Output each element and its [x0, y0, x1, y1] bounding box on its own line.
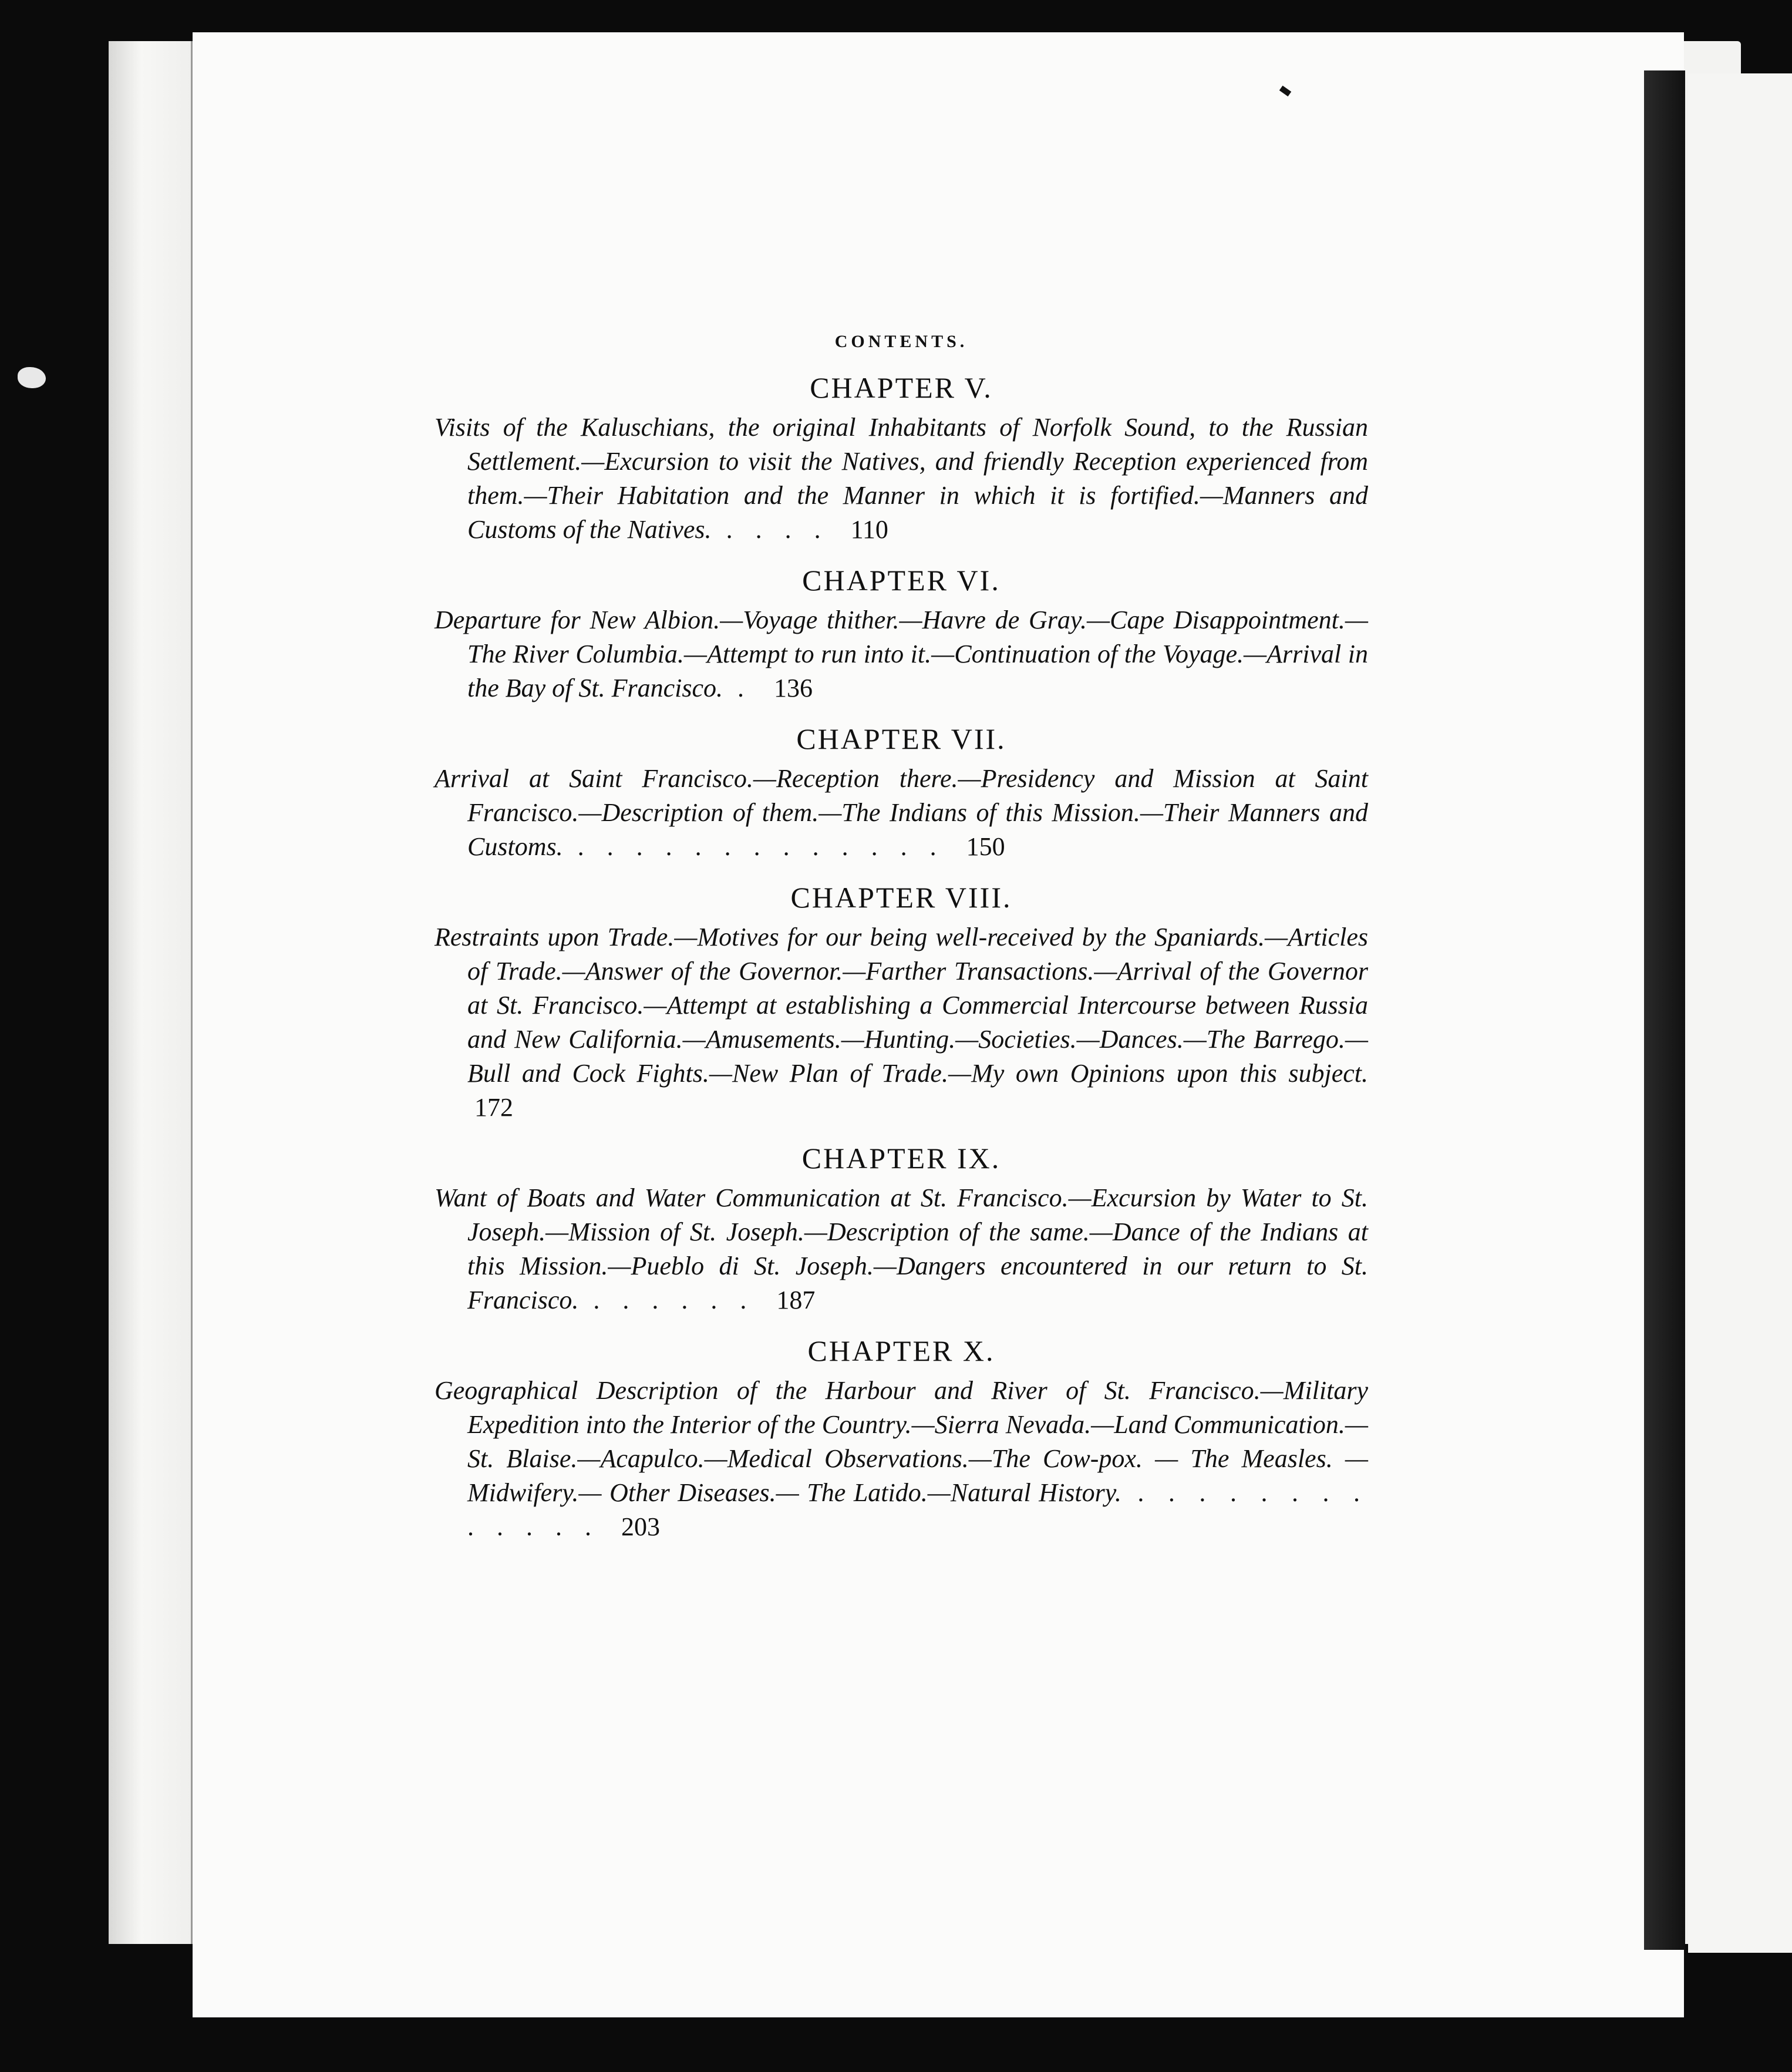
chapter-summary — [434, 1374, 1368, 1544]
dot-leader: . . . . . . . . . . . . . — [562, 832, 959, 861]
chapter-summary-text: Geographical Description of the Harbour and River of St. Francisco.—Military Expedition into the Interior of the Country.—Sierra Nevada.—Land Communication.—St. Blaise.—Acapulco.—Medical Observations.—The Cow-pox. — The Measles. — Midwifery.— Other Diseases.— The Latido.—Natural History. — [434, 1376, 1368, 1507]
chapter-heading: CHAPTER VIII. — [790, 881, 1012, 914]
chapter-heading: CHAPTER V. — [810, 371, 993, 404]
chapter-summary — [434, 920, 1368, 1125]
chapter-entry — [434, 721, 1368, 864]
chapter-entry — [434, 1140, 1368, 1317]
scan-smudge — [18, 367, 46, 388]
chapter-entry — [434, 369, 1368, 547]
chapter-summary — [434, 762, 1368, 864]
chapter-heading: CHAPTER VI. — [802, 564, 1001, 597]
chapter-summary — [434, 1181, 1368, 1317]
chapter-summary — [434, 603, 1368, 705]
page-number: 172 — [474, 1093, 513, 1122]
chapter-heading: CHAPTER IX. — [801, 1142, 1001, 1175]
right-page-gutter — [1644, 70, 1685, 1950]
chapter-summary-text: Restraints upon Trade.—Motives for our being well-received by the Spaniards.—Articles of Trade.—Answer of the Governor.—Farther Transactions.—Arrival of the Governor at St. Francisco.—Attempt at establishing a Commercial Intercourse between Russia and New California.—Amusements.—Hunting.—Societies.—Dances.—The Barrego.—Bull and Cock Fights.—New Plan of Trade.—My own Opinions upon this subject. — [434, 923, 1368, 1088]
chapter-entry — [434, 562, 1368, 705]
page-number: 203 — [621, 1512, 660, 1541]
left-page-edge — [109, 41, 193, 1944]
page-number: 136 — [774, 674, 813, 702]
chapter-summary — [434, 411, 1368, 547]
page-number: 187 — [776, 1286, 816, 1314]
contents-heading: CONTENTS. — [834, 332, 968, 351]
dot-leader: . — [723, 674, 767, 702]
dot-leader: . . . . . . — [578, 1286, 770, 1314]
page-number: 110 — [850, 515, 888, 544]
chapter-summary-text: Arrival at Saint Francisco.—Reception there.—Presidency and Mission at Saint Francisco.—Description of them.—The Indians of this Mission.—Their Manners and Customs. — [434, 764, 1368, 861]
right-page-sliver — [1688, 73, 1792, 1953]
page-number: 150 — [966, 832, 1005, 861]
chapter-summary-text: Visits of the Kaluschians, the original Inhabitants of Norfolk Sound, to the Russian Settlement.—Excursion to visit the Natives, and friendly Reception experienced from them.—Their Habitation and the Manner in which it is fortified.—Manners and Customs of the Natives. — [434, 413, 1368, 544]
chapter-entry — [434, 879, 1368, 1125]
dot-leader: . . . . — [711, 515, 844, 544]
chapter-heading: CHAPTER X. — [807, 1334, 995, 1367]
contents-list — [434, 332, 1368, 1559]
chapter-entry — [434, 1333, 1368, 1544]
chapter-summary-text: Departure for New Albion.—Voyage thither.—Havre de Gray.—Cape Disappointment.—The River Columbia.—Attempt to run into it.—Continuation of the Voyage.—Arrival in the Bay of St. Francisco. — [434, 606, 1368, 702]
chapter-heading: CHAPTER VII. — [796, 722, 1006, 755]
dot-leader: . . . . . . . . . . . . . — [467, 1478, 1368, 1541]
chapter-summary-text: Want of Boats and Water Communication at St. Francisco.—Excursion by Water to St. Joseph.—Mission of St. Joseph.—Description of the same.—Dance of the Indians at this Mission.—Pueblo di St. Joseph.—Dangers encountered in our return to St. Francisco. — [434, 1183, 1368, 1314]
